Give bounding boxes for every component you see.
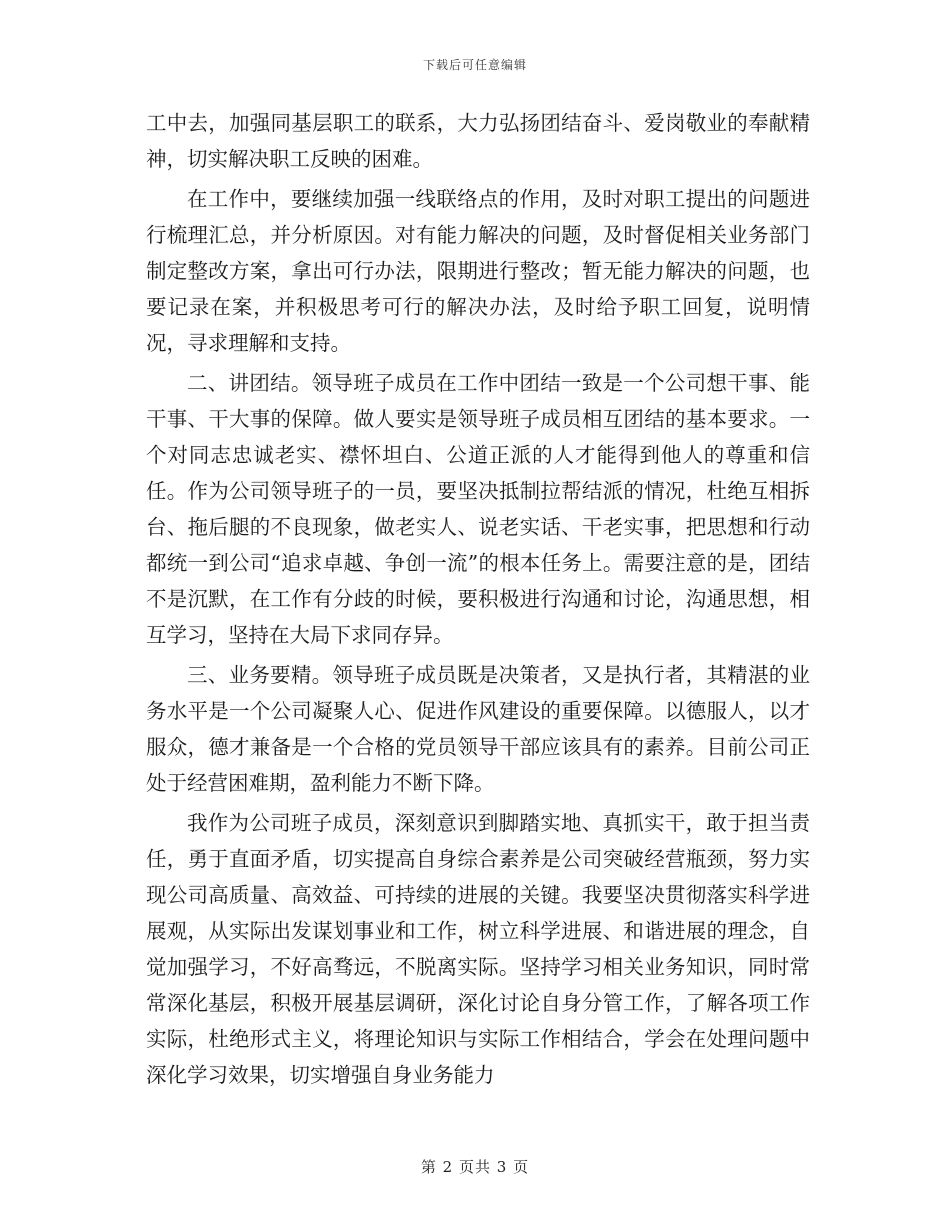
page-footer: 第 2 页共 3 页	[420, 1158, 530, 1176]
paragraph-2: 在工作中，要继续加强一线联络点的作用，及时对职工提出的问题进行梳理汇总，并分析原因。对有能力解决的问题，及时督促相关业务部门制定整改方案，拿出可行办法，限期进行整改；暂无能力解决的问题，也要记录在案，并积极思考可行的解决办法，及时给予职工回复，说明情况，寻求理解和支持。	[146, 187, 810, 355]
paragraph-4: 三、业务要精。领导班子成员既是决策者，又是执行者，其精湛的业务水平是一个公司凝聚人心、促进作风建设的重要保障。以德服人，以才服众，德才兼备是一个合格的党员领导干部应该具有的素养。目前公司正处于经营困难期，盈利能力不断下降。	[146, 663, 810, 795]
body-text	[146, 105, 810, 1093]
paragraph-1: 工中去，加强同基层职工的联系，大力弘扬团结奋斗、爱岗敬业的奉献精神，切实解决职工反映的困难。	[146, 111, 810, 171]
paragraph-3: 二、讲团结。领导班子成员在工作中团结一致是一个公司想干事、能干事、干大事的保障。做人要实是领导班子成员相互团结的基本要求。一个对同志忠诚老实、襟怀坦白、公道正派的人才能得到他人的尊重和信任。作为公司领导班子的一员，要坚决抵制拉帮结派的情况，杜绝互相拆台、拖后腿的不良现象，做老实人、说老实话、干老实事，把思想和行动都统一到公司“追求卓越、争创一流”的根本任务上。需要注意的是，团结不是沉默，在工作有分歧的时候，要积极进行沟通和讨论，沟通思想，相互学习，坚持在大局下求同存异。	[146, 371, 810, 647]
page-header: 下载后可任意编辑	[422, 58, 527, 72]
paragraph-5: 我作为公司班子成员，深刻意识到脚踏实地、真抓实干，敢于担当责任，勇于直面矛盾，切实提高自身综合素养是公司突破经营瓶颈，努力实现公司高质量、高效益、可持续的进展的关键。我要坚决贯彻落实科学进展观，从实际出发谋划事业和工作，树立科学进展、和谐进展的理念，自觉加强学习，不好高骛远，不脱离实际。坚持学习相关业务知识，同时常常深化基层，积极开展基层调研，深化讨论自身分管工作，了解各项工作实际，杜绝形式主义，将理论知识与实际工作相结合，学会在处理问题中深化学习效果，切实增强自身业务能力	[146, 811, 810, 1087]
